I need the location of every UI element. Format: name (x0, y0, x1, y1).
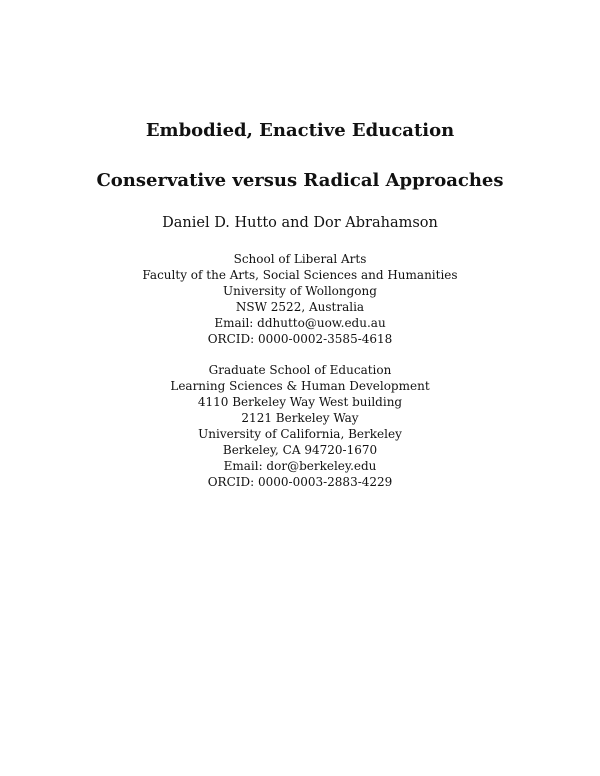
affiliation-line: Faculty of the Arts, Social Sciences and Humanities (142, 268, 458, 282)
orcid-line: ORCID: 0000-0002-3585-4618 (207, 332, 393, 346)
affiliation-line: University of Wollongong (223, 284, 377, 298)
paper-subtitle: Conservative versus Radical Approaches (96, 170, 504, 191)
affiliation-line: School of Liberal Arts (233, 252, 367, 266)
affiliation-line: Berkeley, CA 94720-1670 (222, 443, 378, 457)
affiliation-line: Learning Sciences & Human Development (170, 379, 430, 393)
email-line: Email: dor@berkeley.edu (223, 459, 377, 473)
paper-title: Embodied, Enactive Education (145, 120, 455, 141)
affiliation-berkeley (0, 362, 600, 490)
email-line: Email: ddhutto@uow.edu.au (214, 316, 386, 330)
affiliation-line: 4110 Berkeley Way West building (197, 395, 403, 409)
affiliation-line: Graduate School of Education (208, 363, 392, 377)
orcid-line: ORCID: 0000-0003-2883-4229 (207, 475, 393, 489)
affiliation-uow (0, 251, 600, 347)
affiliation-line: NSW 2522, Australia (235, 300, 365, 314)
affiliation-line: University of California, Berkeley (198, 427, 402, 441)
author-list: Daniel D. Hutto and Dor Abrahamson (162, 215, 438, 231)
affiliation-line: 2121 Berkeley Way (241, 411, 359, 425)
